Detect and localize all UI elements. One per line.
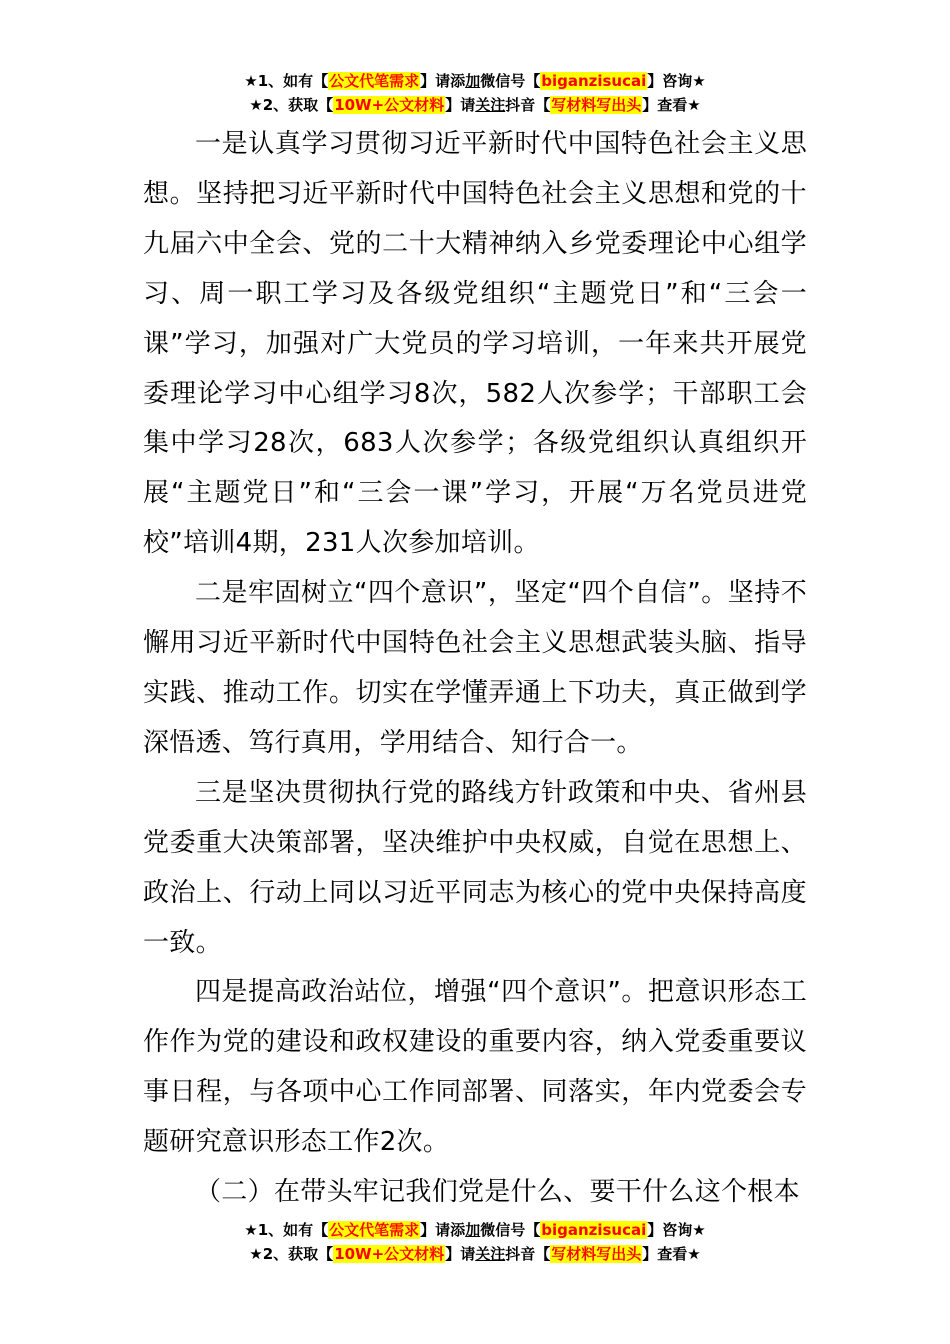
promo-text: 】查看★ <box>642 1245 701 1263</box>
promo-text: 】咨询★ <box>647 1221 706 1239</box>
promo-text: 抖音【 <box>505 96 551 114</box>
promo-line-2 <box>0 93 950 117</box>
paragraph: 三是坚决贯彻执行党的路线方针政策和中央、省州县党委重大决策部署，坚决维护中央权威，自觉在思想上、政治上、行动上同以习近平同志为核心的党中央保持高度一致。 <box>143 777 807 958</box>
promo-underlined-text: 关注 <box>475 96 506 114</box>
promo-text: 】咨询★ <box>647 72 706 90</box>
promo-text: 微信号【 <box>480 1221 541 1239</box>
promo-text: 】请添 <box>420 72 466 90</box>
paragraph: 二是牢固树立“四个意识”，坚定“四个自信”。坚持不懈用习近平新时代中国特色社会主义思想武装头脑、指导实践、推动工作。切实在学懂弄通上下功夫，真正做到学深悟透、笃行真用，学用结合、知行合一。 <box>143 578 807 758</box>
section-heading: （二）在带头牢记我们党是什么、要干什么这个根本 <box>195 1177 800 1208</box>
promo-line-2 <box>0 1242 950 1266</box>
paragraph: 一是认真学习贯彻习近平新时代中国特色社会主义思想。坚持把习近平新时代中国特色社会主义思想和党的十九届六中全会、党的二十大精神纳入乡党委理论中心组学习、周一职工学习及各级党组织“主题党日”和“三会一课”学习，加强对广大党员的学习培训，一年来共开展党委理论学习中心组学习8次，582人次参学；干部职工会集中学习28次，683人次参学；各级党组织认真组织开展“主题党日”和“三会一课”学习，开展“万名党员进党校”培训4期，231人次参加培训。 <box>143 129 807 559</box>
promo-underlined-text: 关注 <box>475 1245 506 1263</box>
promo-text: 】请添 <box>420 1221 466 1239</box>
promo-text: ★1、如有【 <box>244 1221 329 1239</box>
highlight-tag: biganzisucai <box>541 72 647 90</box>
promo-text: 】请 <box>445 1245 476 1263</box>
promo-text: 抖音【 <box>505 1245 551 1263</box>
promo-text: ★2、获取【 <box>249 1245 334 1263</box>
paragraph: 四是提高政治站位，增强“四个意识”。把意识形态工作作为党的建设和政权建设的重要内容，纳入党委重要议事日程，与各项中心工作同部署、同落实，年内党委会专题研究意识形态工作2次。 <box>143 977 807 1158</box>
highlight-tag: 写材料写出头 <box>551 96 642 114</box>
highlight-tag: 10W+公文材料 <box>334 1245 445 1263</box>
promo-underlined-text: 加 <box>465 1221 481 1239</box>
highlight-tag: 写材料写出头 <box>551 1245 642 1263</box>
highlight-tag: biganzisucai <box>541 1221 647 1239</box>
promo-banner-bottom <box>0 1218 950 1266</box>
promo-text: ★1、如有【 <box>244 72 329 90</box>
highlight-tag: 公文代笔需求 <box>329 1221 420 1239</box>
promo-underlined-text: 加 <box>465 72 481 90</box>
promo-text: 微信号【 <box>480 72 541 90</box>
promo-line-1 <box>0 69 950 93</box>
promo-line-1 <box>0 1218 950 1242</box>
promo-text: 】查看★ <box>642 96 701 114</box>
promo-text: 】请 <box>445 96 476 114</box>
highlight-tag: 公文代笔需求 <box>329 72 420 90</box>
document-body <box>143 120 807 1218</box>
promo-text: ★2、获取【 <box>249 96 334 114</box>
promo-banner-top <box>0 69 950 117</box>
highlight-tag: 10W+公文材料 <box>334 96 445 114</box>
